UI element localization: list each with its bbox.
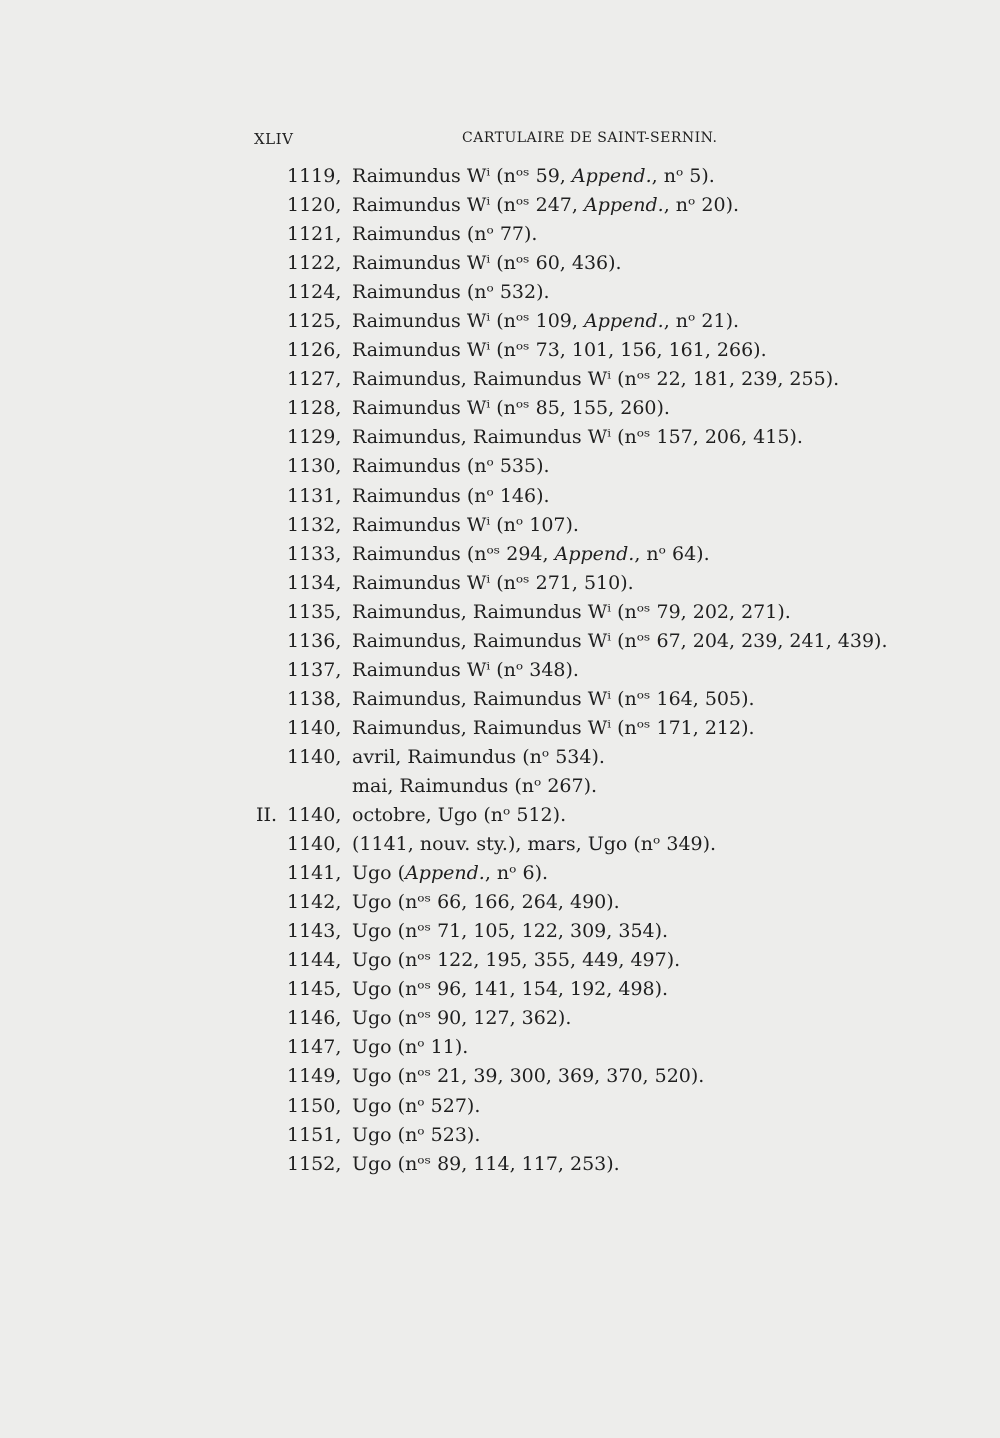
entry-year: 1140, [287,716,342,739]
list-item [0,685,1000,714]
list-item [0,946,1000,975]
list-item [0,743,1000,772]
entry-year: 1119, [287,165,342,187]
list-item [0,627,1000,656]
entry-year: 1144, [287,949,342,972]
entry-text: Raimundus, Raimundus Wⁱ (nᵒˢ 164, 505). [352,687,755,710]
entry-text: Ugo (nᵒ 527). [352,1094,481,1117]
entry-year: 1137, [287,658,342,681]
list-item [0,452,1000,481]
entry-text: Raimundus, Raimundus Wⁱ (nᵒˢ 22, 181, 239, 255). [352,368,840,391]
entry-year: 1151, [287,1123,342,1146]
entry-year: 1140, [287,804,342,827]
entry-year: 1127, [287,368,342,391]
entry-year: 1141, [287,862,342,885]
list-item [0,714,1000,743]
entry-text: Ugo (nᵒˢ 122, 195, 355, 449, 497). [352,949,681,972]
list-item [0,1004,1000,1033]
entry-text: Raimundus Wⁱ (nᵒˢ 59, Append., nᵒ 5). [352,165,715,187]
entry-year: 1147, [287,1036,342,1059]
entry-text: Ugo (nᵒˢ 89, 114, 117, 253). [352,1152,620,1175]
entry-text: Ugo (Append., nᵒ 6). [352,862,549,885]
list-item [0,598,1000,627]
entry-text: Raimundus (nᵒˢ 294, Append., nᵒ 64). [352,542,710,565]
entry-year: 1129, [287,426,342,449]
entry-year: 1136, [287,629,342,652]
entry-text: Raimundus Wⁱ (nᵒˢ 85, 155, 260). [352,397,670,420]
list-item [0,307,1000,336]
entry-text: Raimundus, Raimundus Wⁱ (nᵒˢ 157, 206, 415). [352,426,803,449]
list-item [0,220,1000,249]
entry-year: 1131, [287,484,342,507]
entry-text: Ugo (nᵒ 11). [352,1036,469,1059]
list-item [0,801,1000,830]
list-item [0,888,1000,917]
entry-text: Raimundus, Raimundus Wⁱ (nᵒˢ 171, 212). [352,716,755,739]
entry-text: Ugo (nᵒ 523). [352,1123,481,1146]
entry-text: Ugo (nᵒˢ 71, 105, 122, 309, 354). [352,920,669,943]
page-header [0,130,1000,154]
list-item [0,1062,1000,1091]
entry-year: 1132, [287,513,342,536]
entry-text: Raimundus (nᵒ 146). [352,484,550,507]
entry-text: octobre, Ugo (nᵒ 512). [352,804,567,827]
entry-text: Raimundus (nᵒ 535). [352,455,550,478]
entry-text: Raimundus (nᵒ 532). [352,281,550,304]
entry-year: 1152, [287,1152,342,1175]
entry-text: Raimundus (nᵒ 77). [352,223,538,246]
entry-year: 1124, [287,281,342,304]
entry-year: 1128, [287,397,342,420]
list-item [0,1121,1000,1150]
list-item [0,656,1000,685]
section-marker: II. [256,804,278,827]
entry-year: 1130, [287,455,342,478]
chronological-list [0,162,1000,1179]
entry-text: avril, Raimundus (nᵒ 534). [352,745,605,768]
entry-text: Raimundus, Raimundus Wⁱ (nᵒˢ 67, 204, 239, 241, 439). [352,629,888,652]
entry-text: Ugo (nᵒˢ 90, 127, 362). [352,1007,572,1030]
list-item [0,423,1000,452]
entry-year: 1150, [287,1094,342,1117]
entry-year: 1143, [287,920,342,943]
entry-year: 1138, [287,687,342,710]
list-item [0,859,1000,888]
entry-year: 1120, [287,194,342,217]
entry-text: Raimundus Wⁱ (nᵒˢ 271, 510). [352,571,634,594]
entry-text: Raimundus Wⁱ (nᵒˢ 247, Append., nᵒ 20). [352,194,740,217]
entry-year: 1146, [287,1007,342,1030]
list-item [0,336,1000,365]
entry-text: Ugo (nᵒˢ 21, 39, 300, 369, 370, 520). [352,1065,705,1088]
entry-year: 1125, [287,310,342,333]
list-item [0,278,1000,307]
list-item [0,511,1000,540]
entry-text: (1141, nouv. sty.), mars, Ugo (nᵒ 349). [352,833,717,856]
entry-text: Raimundus Wⁱ (nᵒ 107). [352,513,579,536]
list-item [0,1092,1000,1121]
entry-text: Ugo (nᵒˢ 96, 141, 154, 192, 498). [352,978,669,1001]
list-item [0,249,1000,278]
list-item [0,1150,1000,1179]
entry-year: 1145, [287,978,342,1001]
list-item [0,482,1000,511]
entry-text: mai, Raimundus (nᵒ 267). [352,774,598,797]
entry-year: 1126, [287,339,342,362]
entry-year: 1134, [287,571,342,594]
list-item [0,162,1000,191]
list-item [0,917,1000,946]
entry-year: 1140, [287,745,342,768]
entry-text: Raimundus, Raimundus Wⁱ (nᵒˢ 79, 202, 271). [352,600,791,623]
list-item [0,975,1000,1004]
list-item [0,830,1000,859]
list-item [0,365,1000,394]
list-item [0,772,1000,801]
entry-year: 1135, [287,600,342,623]
entry-text: Raimundus Wⁱ (nᵒˢ 73, 101, 156, 161, 266). [352,339,767,362]
list-item [0,191,1000,220]
entry-text: Raimundus Wⁱ (nᵒˢ 109, Append., nᵒ 21). [352,310,740,333]
entry-year: 1133, [287,542,342,565]
entry-year: 1121, [287,223,342,246]
entry-year: 1140, [287,833,342,856]
entry-text: Raimundus Wⁱ (nᵒ 348). [352,658,579,681]
list-item [0,540,1000,569]
list-item [0,1033,1000,1062]
running-title: CARTULAIRE DE SAINT-SERNIN. [462,130,718,146]
page-number: XLIV [254,130,294,148]
entry-year: 1149, [287,1065,342,1088]
list-item [0,569,1000,598]
entry-text: Raimundus Wⁱ (nᵒˢ 60, 436). [352,252,622,275]
entry-text: Ugo (nᵒˢ 66, 166, 264, 490). [352,891,620,914]
entry-year: 1122, [287,252,342,275]
list-item [0,394,1000,423]
entry-year: 1142, [287,891,342,914]
